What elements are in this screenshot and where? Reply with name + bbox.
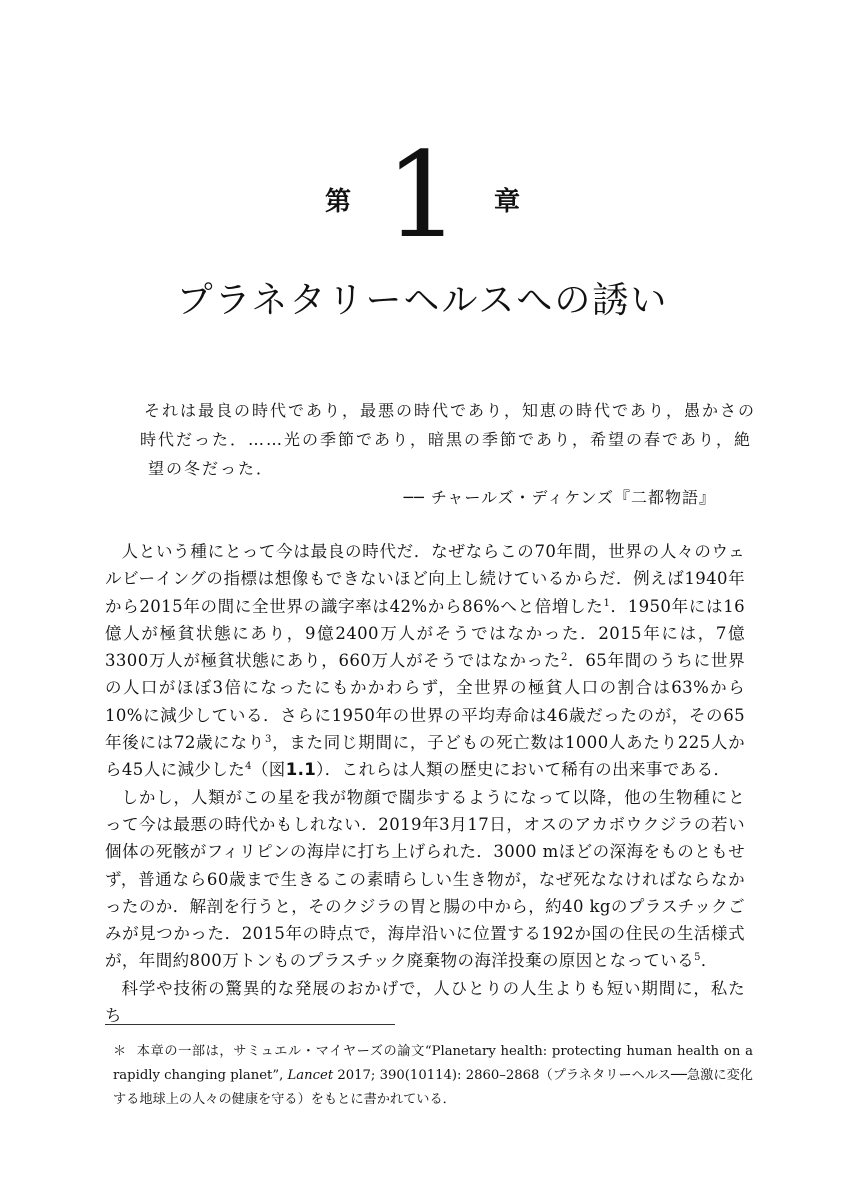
footnote bbox=[113, 1040, 753, 1112]
text-run: ． bbox=[700, 951, 718, 971]
epigraph-attribution: ── チャールズ・ディケンズ『二都物語』 bbox=[403, 488, 716, 507]
paragraph bbox=[105, 784, 745, 975]
chapter-suffix: 章 bbox=[494, 187, 521, 217]
text-run: ）．これらは人類の歴史において稀有の出来事である． bbox=[316, 760, 731, 780]
text-run: 本章の一部は，サミュエル・マイヤーズの論文“Planetary health: protecting human health on a rapidly changing planet”, bbox=[113, 1044, 753, 1083]
paragraph bbox=[105, 538, 745, 784]
text-run: 2017; 390(10114): 2860–2868（プラネタリーヘルス──急激に変化する地球上の人々の健康を守る）をもとに書かれている． bbox=[113, 1068, 753, 1107]
chapter-number: 1 bbox=[384, 126, 461, 264]
reference-marker: 3 bbox=[264, 734, 272, 746]
chapter-heading bbox=[0, 126, 845, 264]
reference-marker: 4 bbox=[245, 761, 252, 773]
chapter-title: プラネタリーヘルスへの誘い bbox=[176, 280, 669, 321]
text-run: （図 bbox=[251, 760, 286, 780]
text-run: しかし，人類がこの星を我が物顔で闊歩するようになって以降，他の生物種にとって今は最悪の時代かもしれない．2019年3月17日，オスのアカボウクジラの若い個体の死骸がフィリピンの海岸に打ち上げられた．3000 mほどの深海をものともせず，普通なら60歳まで生きるこの素晴らしい生き物が，なぜ死ななければならなかったのか．解剖を行うと，そのクジラの胃と腸の中から，約40 kgのプラスチックごみが見つかった．2015年の時点で，海岸沿いに位置する192か国の住民の生活様式が，年間約800万トンものプラスチック廃棄物の海洋投棄の原因となっている bbox=[105, 787, 745, 971]
text-run: ．1950年には16億人が極貧状態にあり，9億2400万人がそうではなかった．2015年には，7億3300万人が極貧状態にあり，660万人がそうではなかった bbox=[105, 596, 745, 671]
text-run: ．65年間のうちに世界の人口がほぼ3倍になったにもかかわらず，全世界の極貧人口の割合は63%から10%に減少している．さらに1950年の世界の平均寿命は46歳だったのが，その65年後には72歳になり bbox=[105, 651, 745, 753]
figure-reference: 1.1 bbox=[285, 760, 317, 780]
body-text bbox=[105, 538, 745, 1029]
text-run: 人という種にとって今は最良の時代だ．なぜならこの70年間，世界の人々のウェルビーイングの指標は想像もできないほど向上し続けているからだ．例えば1940年から2015年の間に全世界の識字率は42%から86%へと倍増した bbox=[105, 542, 745, 616]
journal-name: Lancet bbox=[287, 1068, 334, 1083]
paragraph bbox=[105, 975, 745, 1030]
text-run: ，また同じ期間に，子どもの死亡数は1000人あたり225人から45人に減少した bbox=[105, 733, 745, 780]
footnote-divider bbox=[105, 1024, 395, 1025]
reference-marker: 2 bbox=[561, 652, 568, 664]
chapter-prefix: 第 bbox=[324, 187, 351, 217]
reference-marker: 1 bbox=[603, 597, 611, 609]
footnote-marker: ＊ bbox=[113, 1044, 127, 1059]
reference-marker: 5 bbox=[694, 952, 701, 964]
epigraph-line: それは最良の時代であり，最悪の時代であり，知恵の時代であり，愚かさの bbox=[144, 401, 757, 420]
epigraph-line: 時代だった．……光の季節であり，暗黒の季節であり，希望の春であり，絶 bbox=[140, 430, 753, 449]
epigraph bbox=[140, 396, 757, 512]
epigraph-line: 望の冬だった． bbox=[148, 459, 275, 478]
text-run: 科学や技術の驚異的な発展のおかげで，人ひとりの人生よりも短い期間に，私たち bbox=[105, 978, 745, 1026]
